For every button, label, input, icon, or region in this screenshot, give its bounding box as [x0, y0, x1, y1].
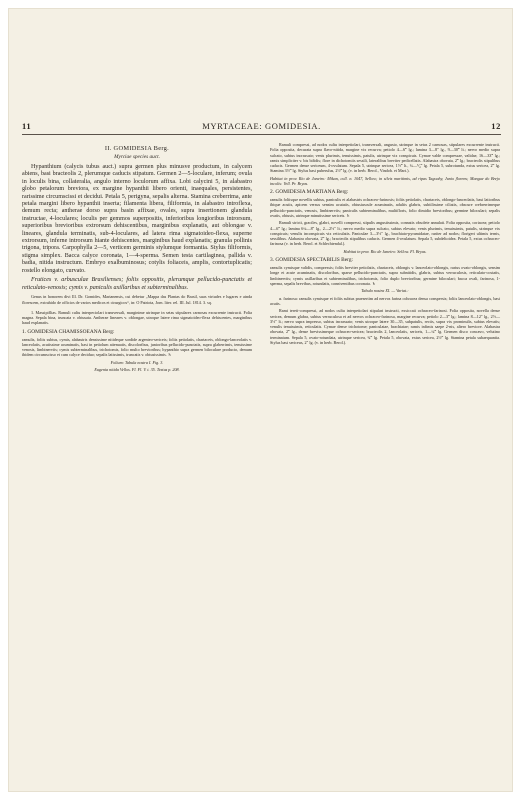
left-column — [22, 142, 252, 375]
species-2-title: 2. GOMIDESIA MARTIANA Berg: — [270, 189, 349, 196]
page-number-left: 11 — [22, 121, 32, 131]
species-2-habitat: Habitat in prov. Rio de Janeiro: Sellow. Fl. Bryas. — [343, 248, 427, 254]
genus-habit: Frutices v. arbusculae Brasilienses; foliis oppositis, plerumque pellucido-punctatis et reticulato-venosis; cymis v. paniculis axillaribus et subterminalibus. — [22, 277, 252, 291]
species-3-variety: α. farinosa: ramulis cymisque et foliis subtus praesertim ad nervos farina ochracea densa conspersis; foliis lanceolato-oblongis, basi acutis. — [270, 295, 500, 306]
species-2-text: ramulis foliisque novellis subtus, paniculis et alabastris ochraceo-farinosis; foliis petiolatis, chartaceis, oblongo-lanceolatis, basi latioribus ibique acutis, apicem versus sensim acutatis, obtusiuscule acuminatis, adultis glabris, subtilissime ciliatis, obscure crebrerrimeque pellucido-punctatis, venosis, limbinerviis; paniculis subterminalibus, multifloris, folio dimidio brevioribus; germine biloculari; sepalis ovatis, obtusis, utrinque minutissime sericeis. ♄ — [270, 197, 500, 218]
species-3-details: Rami tereti-compressi, ad nodos cultu interpetiolari stipulari instructi, exsiccati ochraceo-farinosi. Folia opposita, novella dense sericea, demum glabra, subtus verruculosa et ad nervos ochraceo-farinosa, margine recurva; petiolo 2—3‴ lg.; lamina 8—12″ lg., 2½—3½″ lt.; nervo supra impresso, subtus incrassato; venis utroque latere 30—35, subpatulis, rectis, supra vix prominulis, subtus elevatis; venulis tenuissimis, reticulatis. Cymae dense trichotome; paniculatae, brachiatae; ramis infimis saepe 2-nis, altero breviore. Alabastra obovata, 2‴ lg., dense brevissimeque ochraceo-sericea; bracteolis 2, lanceolatis, sericeis, 1—¼‴ lg. Germen disco concavo, velutino terminatum. Sepala 5, ovato-rotundata, utrinque sericea, ¾‴ lg. Petala 5, obovata, extus sericea, 2½‴ lg. Stamina petala subaequantia. Stylus basi sericeus, 2″ lg. (v. in herb. Berol.). — [270, 308, 500, 345]
species-1-details: Ramuli compressi, ad nodos cultu interpetiolari, transversali, angusto, utrinque in setas 2 carnosas, stipulares excurrente instructi. Folia opposita, decurata supra flavo-nitida, margine vix recurva; petiolo 4—6‴ lg.; lamina 3—8″ lg., 9—30‴ lt.; nervo medio supra sulcato, subtus incrassato; venis plurimis, tenuissimis, patulis, utrinque vix conspicuis. Cymae valde compressae, validae, 16—33‴ lg.; ramis simpliciter v. bis bifidis; flore in dichotomiis sessili, lateralibus breviter pedicellatis. Alabastra obovata, 2‴ lg.; bracteolis stipulibus caducis. Germen dense sericeum, 4-ovulatum. Sepala 5, utrinque sericea, 1½‴ lt., ¾—⁵⁄₄‴ lg. Petala 5, subrotunda, extus sericea, 2‴ lg. Stamina 3½‴ lg. Stylus basi puberulus, 2½‴ lg. (v. in herb. Berol., Vindob. et Mart.). — [270, 142, 500, 174]
running-head — [22, 121, 501, 133]
section-note: 1. Massipiflias. Ramuli cultu interpeciolari transversali, marginime utrinque in setas stipulares carnosas excurrente instructi. Folia magna. Sepala bina, truncata v. obtusata. Antherae lineares v. oblongae, utroque latere rima sigmatoideo-flexa dehiscentes, marginibus haud explanatis. — [22, 309, 252, 326]
species-1-title: 1. GOMIDESIA CHAMISSOEANA Berg: — [22, 328, 115, 335]
genus-etymology: Genus in honorem divi Ill. Dr. Gomides, Marianensis, cui debetur „Mappa das Plantas do Brasil, suas virtudes e lugares e ainda florescem, extrahido de officios de varios medicos et cirurgicos“, in: O Patriota, Jorn. liter. rel. III. Jul. 1814. 3. sq. — [22, 294, 252, 305]
species-1-tabula: Folium: Tabula nostra I. Fig. 3. — [110, 359, 164, 365]
species-1-habitat: Habitat in prov. Rio de Janeiro: Mikan, coll. n. 1047, Sellow; in silvis maritimis, ad ripas Tagoahy, Junio florens; Mangue do Brejo incolis: Vell. Pr. Bryas. — [270, 175, 500, 186]
page-number-right: 12 — [491, 121, 501, 131]
running-title: MYRTACEAE: GOMIDESIA. — [202, 121, 321, 131]
genus-subtitle: Myrciae species auct. — [114, 154, 160, 160]
genus-title: II. GOMIDESIA Berg. — [104, 145, 170, 152]
genus-description: Hypanthium (calycis tubus auct.) supra germen plus minusve productum, in calycem abiens, basi bracteolis 2, plerumque caducis stipatum. Germen 2—5-loculare, inferum; ovula in loculis bina, collateralia, angulo interno loculorum affixa. Lobi calycini 5, in alabastro globo petalorum breviora, ex margine hypanthii libero orienti, inaequales, persistentes, rarissime circumscissi et decidui. Petala 5, perigyna, sepalis alterna. Stamina creberrima, ante petala margini libero hypanthii inserta; filamenta libera, filiformia, in alabastro introflexa, demum recta; antherae dorso supra basin affixae, ovales, supra insertionem glandula instructae, 4-loculares; loculis per gemmos superpositis, inferioribus longioribus introrsum, superioribus brevioribus extrorsum dehiscentibus, marginibus explanatis, aut oblongae v. lineares, glandula terminatis, sub-4-loculares, ad latera rima sigmatoideo-flexa, superne extrorsum, inferne introrsum hiante dehiscentes, marginibus haud explanatis; granula pollinis trigona, tripora. Carpophylla 2—5, verticem germinis stylumque formantia. Stylus filiformis, stigma simplex. Bacca calyce coronata, 1—4-sperma. Semen testa cartilaginea, pallida v. badia, nitida instructum. Embryo exalbuminosus; cotylis foliaceis, amplis, contortuplicatis; rostello elongato, curvato. — [22, 164, 252, 274]
species-3-text: ramulis cymisque validis, compressis; foliis breviter petiolatis, chartaceis, oblongis v. lanceolato-oblongis, rarius ovato-oblongis, sensim longe et acute acuminatis, discoloribus, sparse pellucido-punctatis, supra subnitidis, glabris, subtus verruculosis, reticulato-costatis, limbinerviis; cymis axillaribus et subterminalibus, trichotomis, folio duplo brevioribus; germine biloculari; bacca ovali, farinosa, 1-sperma, sepalis brevibus, rotundatis, conniventibus coronata. ♄ — [270, 265, 500, 286]
species-1-synonym: Eugenia nitida Vellos. Fl. Fl. V. t. 35. Textus p. 208. — [94, 367, 180, 373]
species-2-details: Ramuli stricti, graciles, glabri, novelli compressi, stipulis angustissimis, connatis obsolete annulati. Folia opposita, coriacea; petiolo 4—6‴ lg.; lamina 6¼—8″ lg., 2—2½″ lt.; nervo medio supra sulcato, subtus elevato; venis plurimis, tenuissimis, patulis, utrinque vix conspicuis; venulis inconspicuis vix reticulatis. Paniculae 3—3½″ lg., brachiato-pyramidatae, rariter ad nodos; florigeri ultimis ternis, sessilibus. Alabastra obovata, 2‴ lg.; bracteolis stipulibus caducis. Germen 4-ovulatum. Sepala 5, subdeltoidea. Petala 5, extus ochraceo-farinosa (v. in herb. Berol. et Schlechtendal.). — [270, 220, 500, 247]
species-3-title: 3. GOMIDESIA SPECTABILIS Berg: — [270, 257, 354, 264]
document-page — [8, 8, 513, 792]
species-1-text: ramulis, foliis subtus, cymis, alabastris densissime nitideque sordide argenteo-sericeis; foliis petiolatis, chartaceis, oblongo-lanceolatis v. lanceolatis, acutissime acuminatis, basi in petiolum attenuatis, discoloribus, junioribus pellucido-punctatis, supra glaberrimis, tenuissime venosis, limbinerviis; cymis subterminalibus, trichotomis, folio multo brevioribus; hypanthio supra germen biloculare producto, demum ibidem circumscisso et cum calyce deciduo; sepalis latissimis, truncatis v. obtusissimis. ♄ — [22, 336, 252, 358]
header-rule — [22, 134, 501, 135]
right-column — [270, 142, 500, 347]
species-3-tabula: Tabula nostra XI. — Variat.: — [361, 288, 409, 294]
